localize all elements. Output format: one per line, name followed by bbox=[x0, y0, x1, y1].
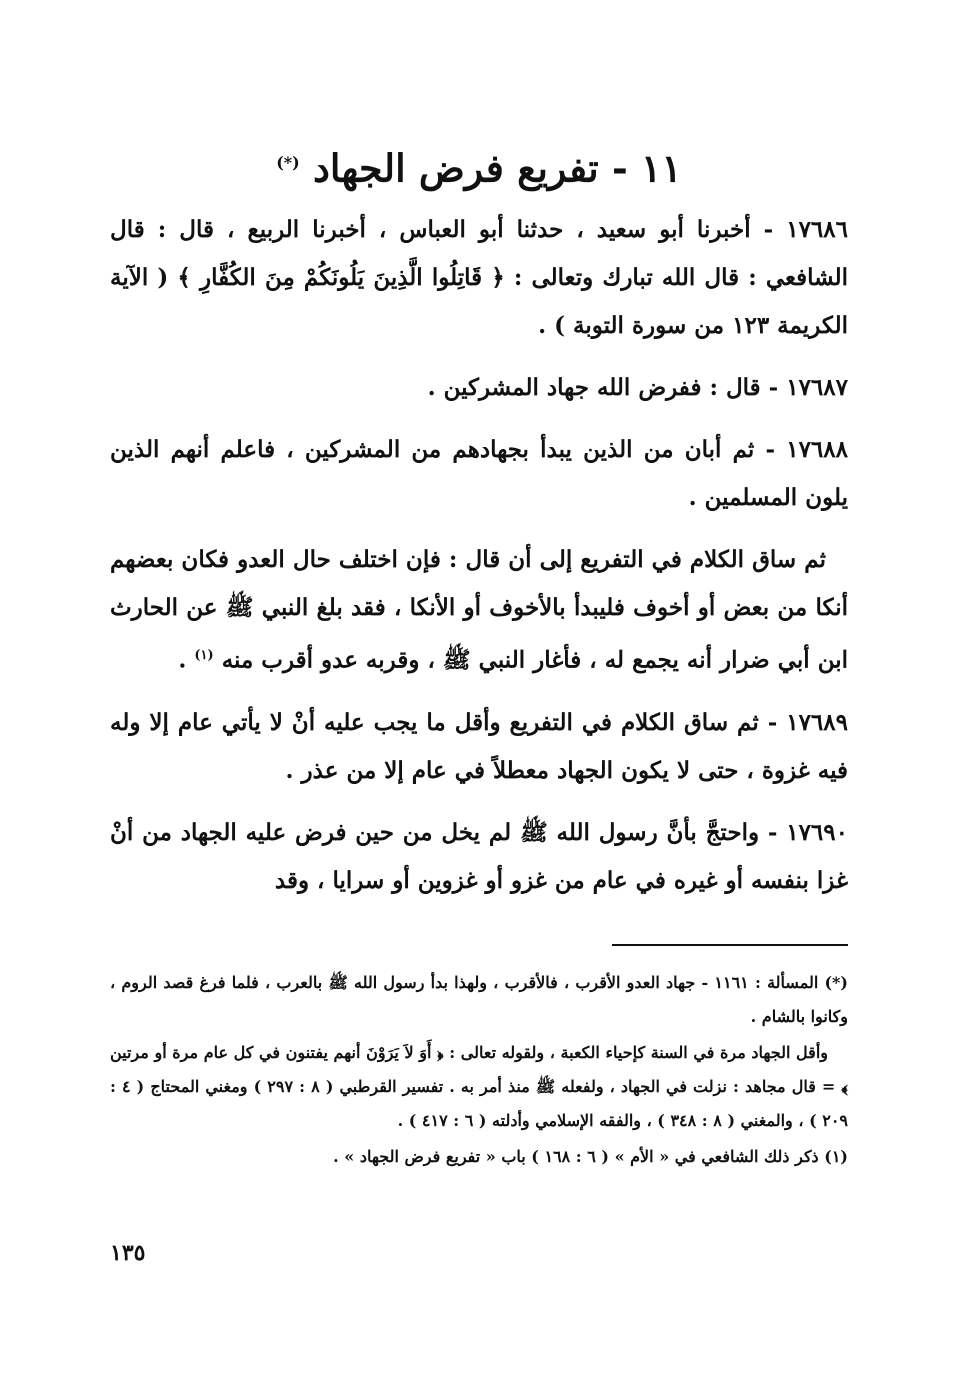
footnote-1: (١) ذكر ذلك الشافعي في « الأم » ( ٦ : ١٦٨ ) باب « تفريع فرض الجهاد » . bbox=[333, 1147, 848, 1166]
chapter-title bbox=[110, 138, 848, 194]
chapter-title-text: ١١ - تفريع فرض الجهاد bbox=[312, 145, 682, 191]
paragraph-17687: ١٧٦٨٧ - قال : ففرض الله جهاد المشركين . bbox=[427, 374, 848, 401]
paragraph-17690: ١٧٦٩٠ - واحتجَّ بأنَّ رسول الله ﷺ لم يخل من حين فرض عليه الجهاد من أنْ غزا بنفسه أو غيره في عام من غزو أو غزوين أو سرايا ، وقد bbox=[110, 818, 848, 894]
paragraph-17686: ١٧٦٨٦ - أخبرنا أبو سعيد ، حدثنا أبو العباس ، أخبرنا الربيع ، قال : قال الشافعي : قال الله تبارك وتعالى : ﴿ قَاتِلُوا الَّذِينَ يَلُونَكُمْ مِنَ الكُفَّارِ ﴾ ( الآية الكريمة ١٢٣ من سورة التوبة ) . bbox=[110, 216, 848, 339]
footnote-ref-1: (١) bbox=[194, 648, 214, 663]
page-number: ١٣٥ bbox=[110, 1240, 146, 1266]
footnote-star: (*) المسألة : ١١٦١ - جهاد العدو الأقرب ، فالأقرب ، ولهذا بدأ رسول الله ﷺ بالعرب ، فلما فرغ قصد الروم ، وكانوا بالشام . bbox=[110, 973, 848, 1026]
footnotes bbox=[110, 966, 848, 1176]
paragraph-continuation-text: ثم ساق الكلام في التفريع إلى أن قال : فإن اختلف حال العدو فكان بعضهم أنكا من بعض أو أخوف فليبدأ بالأخوف أو الأنكا ، فقد بلغ النبي ﷺ عن الحارث ابن أبي ضرار أنه يجمع له ، فأغار النبي ﷺ ، وقربه عدو أقرب منه bbox=[110, 546, 848, 674]
footnote-star-continued: وأقل الجهاد مرة في السنة كإحياء الكعبة ، ولقوله تعالى : ﴿ أَوَ لاَ يَرَوْنَ أنهم يفتنون في كل عام مرة أو مرتين ﴾ = قال مجاهد : نزلت في الجهاد ، ولفعله ﷺ منذ أمر به . تفسير القرطبي ( ٨ : ٢٩٧ ) ومغني المحتاج ( ٤ : ٢٠٩ ) ، والمغني ( ٨ : ٣٤٨ ) ، والفقه الإسلامي وأدلته ( ٦ : ٤١٧ ) . bbox=[110, 1043, 849, 1130]
paragraph-17689: ١٧٦٨٩ - ثم ساق الكلام في التفريع وأقل ما يجب عليه أنْ لا يأتي عام إلا وله فيه غزوة ، حتى لا يكون الجهاد معطلاً في عام إلا من عذر . bbox=[110, 708, 848, 784]
main-text bbox=[110, 206, 848, 919]
footnote-separator bbox=[612, 944, 848, 946]
paragraph-continuation bbox=[110, 536, 848, 685]
title-footnote-marker: (*) bbox=[276, 153, 300, 172]
paragraph-17688: ١٧٦٨٨ - ثم أبان من الذين يبدأ بجهادهم من المشركين ، فاعلم أنهم الذين يلون المسلمين . bbox=[110, 436, 848, 511]
paragraph-continuation-end: . bbox=[178, 646, 195, 674]
